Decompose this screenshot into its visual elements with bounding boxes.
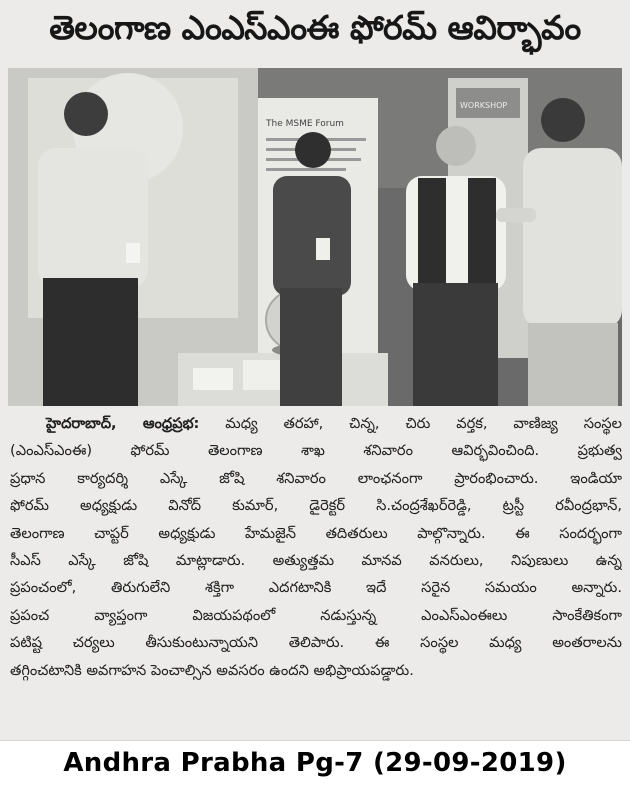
article-line-3: ప్రధాన కార్యదర్శి ఎస్కే జోషి శనివారం లాంఛనంగా ప్రారంభించారు. ఇండియా (10, 469, 622, 487)
article-line-1 (10, 410, 622, 437)
source-citation: Andhra Prabha Pg-7 (29-09-2019) (63, 748, 567, 778)
article-line-4: ఫోరమ్ అధ్యక్షుడు వినోద్ కుమార్, డైరెక్టర్ సి.చంద్రశేఖర్‌రెడ్డి, ట్రస్టీ రవీంద్రభాన్, (10, 497, 622, 515)
article-line-7: ప్రపంచంలో, తిరుగులేని శక్తిగా ఎదగటానికి ఇదే సరైన సమయం అన్నారు. (10, 579, 622, 597)
article-line-9: పటిష్ట చర్యలు తీసుకుంటున్నాయని తెలిపారు. ఈ సంస్థల మధ్య అంతరాలను (10, 634, 622, 652)
article-line-10: తగ్గించటానికి అవగాహన పెంచాల్సిన అవసరం ఉందని అభిప్రాయపడ్డారు. (10, 661, 414, 679)
standee-text: The MSME Forum (266, 119, 344, 129)
article-line-1-text: మధ్య తరహా, చిన్న, చిరు వర్తక, వాణిజ్య సంస్థల (199, 415, 622, 432)
dateline: హైదరాబాద్, ఆంధ్రప్రభ: (46, 415, 200, 432)
article-line-8: ప్రపంచ వ్యాప్తంగా విజయపథంలో నడుస్తున్న ఎంఎస్ఎంఈలు సాంకేతికంగా (10, 606, 622, 624)
article-body (10, 410, 622, 684)
article-line-2: (ఎంఎస్ఎంఈ) ఫోరమ్ తెలంగాణ శాఖ శనివారం ఆవిర్భవించింది. ప్రభుత్వ (10, 442, 622, 460)
photo-illustration (8, 68, 622, 406)
article-line-6: సీఎస్ ఎస్కే జోషి మాట్లాడారు. అత్యుత్తమ మానవ వనరులు, నిపుణులు ఉన్న (10, 551, 622, 569)
banner-text: WORKSHOP (460, 101, 508, 110)
article-line-5: తెలంగాణ చాప్టర్ అధ్యక్షుడు హేమజైన్ తదితరులు పాల్గొన్నారు. ఈ సందర్భంగా (10, 524, 622, 542)
news-photo (8, 68, 622, 406)
headline: తెలంగాణ ఎంఎస్ఎంఈ ఫోరమ్ ఆవిర్భావం (49, 7, 581, 47)
